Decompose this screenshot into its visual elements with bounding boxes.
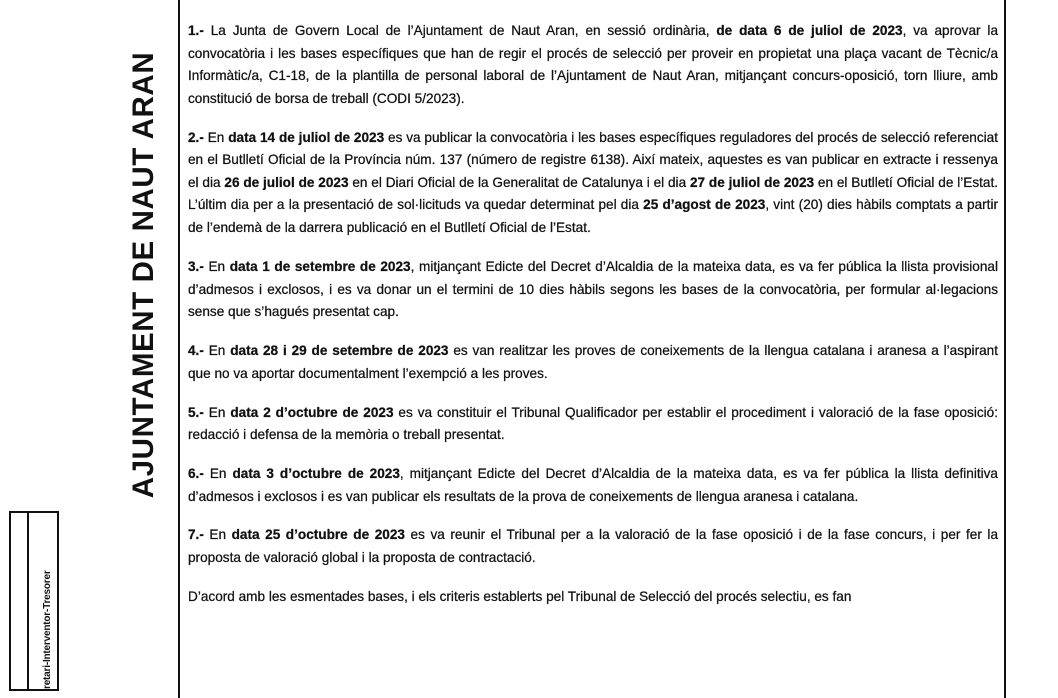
- date-emphasis: de data 6 de juliol de 2023: [716, 23, 903, 38]
- paragraph-text: En: [203, 527, 232, 543]
- date-emphasis: 27 de juliol de 2023: [689, 174, 815, 190]
- paragraph-text: es va reunir el Tribunal per a la valoració de la fase oposició i de la fase concurs, i per fer la proposta de valoració global i la proposta de contractació.: [188, 527, 999, 566]
- paragraph-text: , va aprovar la convocatòria i les bases específiques que han de regir el procés de selecció per proveir en propietat una plaça vacant de Tècnic/a Informàtic/a, C1-18, de la plantilla de personal laboral de l’Ajuntament de Naut Aran, mitjançant concurs-oposició, torn lliure, amb constitució de borsa de treball (CODI 5/2023).: [188, 23, 999, 106]
- paragraph-text: es van realitzar les proves de coneixements de la llengua catalana i aranesa a l’aspirant que no va aportar documentalment l’exempció a les proves.: [188, 343, 998, 381]
- date-emphasis: data 3 d’octubre de 2023: [232, 465, 400, 481]
- paragraph-conclusion: [188, 586, 998, 609]
- paragraph-text: en el Diari Oficial de la Generalitat de Catalunya i el dia: [348, 174, 690, 190]
- paragraph-text: es va constituir el Tribunal Qualificador per establir el procediment i valoració de la fase oposició: redacció i defensa de la memòria o treball presentat.: [188, 404, 998, 443]
- signature-label-cell: [29, 513, 57, 689]
- paragraph-text: es va publicar la convocatòria i les bases específiques reguladores del procés de selecció referenciat en el Butlletí Oficial de la Província núm. 137 (número de registre 6138). Així mateix, aquestes es van publicar en extracte i ressenya el dia: [188, 129, 999, 190]
- paragraph-text: En: [203, 343, 231, 359]
- paragraph-3: [188, 256, 998, 324]
- paragraph-text: En: [203, 258, 230, 274]
- document-body: [188, 20, 998, 625]
- paragraph-6: [188, 463, 998, 508]
- paragraph-number: 4.-: [188, 343, 204, 359]
- paragraph-number: 6.-: [188, 465, 204, 481]
- paragraph-text: en el Butlletí Oficial de l’Estat. L’últim dia per a la presentació de sol·licituds va quedar determinat pel dia: [188, 174, 999, 213]
- paragraph-text: , vint (20) dies hàbils comptats a partir de l’endemà de la darrera publicació en el Butlletí Oficial de l’Estat.: [188, 197, 998, 236]
- signature-role-label: retari-Interventor-Tresorer: [42, 570, 53, 689]
- paragraph-text: La Junta de Govern Local de l’Ajuntament de Naut Aran, en sessió ordinària,: [203, 23, 717, 38]
- paragraph-text: , mitjançant Edicte del Decret d’Alcaldia de la mateixa data, es va fer pública la llista definitiva d’admesos i exclosos i es van publicar els resultats de la prova de coneixements de llengua aranesa i catalana.: [188, 465, 998, 504]
- paragraph-number: 1.-: [188, 23, 204, 38]
- paragraph-7: [188, 524, 998, 569]
- paragraph-2: [188, 127, 998, 240]
- paragraph-text: En: [203, 404, 231, 420]
- paragraph-4: [188, 340, 998, 385]
- paragraph-1: [188, 20, 998, 110]
- banner-heading: AJUNTAMENT DE NAUT ARAN: [127, 51, 160, 499]
- paragraph-number: 2.-: [188, 129, 204, 145]
- paragraph-text: D’acord amb les esmentades bases, i els criteris establerts pel Tribunal de Selecció del procés selectiu, es fan: [188, 588, 852, 604]
- date-emphasis: 25 d’agost de 2023: [643, 197, 766, 213]
- vertical-banner: [128, 50, 160, 500]
- date-emphasis: data 14 de juliol de 2023: [228, 129, 385, 145]
- date-emphasis: data 2 d’octubre de 2023: [230, 404, 394, 420]
- paragraph-5: [188, 402, 998, 447]
- date-emphasis: data 28 i 29 de setembre de 2023: [230, 343, 449, 359]
- paragraph-number: 7.-: [188, 527, 204, 543]
- paragraph-text: En: [203, 465, 233, 481]
- date-emphasis: data 25 d’octubre de 2023: [231, 527, 405, 543]
- date-emphasis: data 1 de setembre de 2023: [229, 258, 411, 274]
- date-emphasis: 26 de juliol de 2023: [224, 174, 349, 190]
- paragraph-number: 3.-: [188, 258, 204, 274]
- signature-box: [9, 511, 59, 691]
- paragraph-number: 5.-: [188, 404, 204, 420]
- paragraph-text: En: [203, 129, 229, 145]
- paragraph-text: , mitjançant Edicte del Decret d’Alcaldia de la mateixa data, es va fer pública la llista provisional d’admesos i exclosos, i es va donar un el termini de 10 dies hàbils segons les bases de la convocatòria, per formular al·legacions sense que s’hagués presentat cap.: [188, 258, 999, 320]
